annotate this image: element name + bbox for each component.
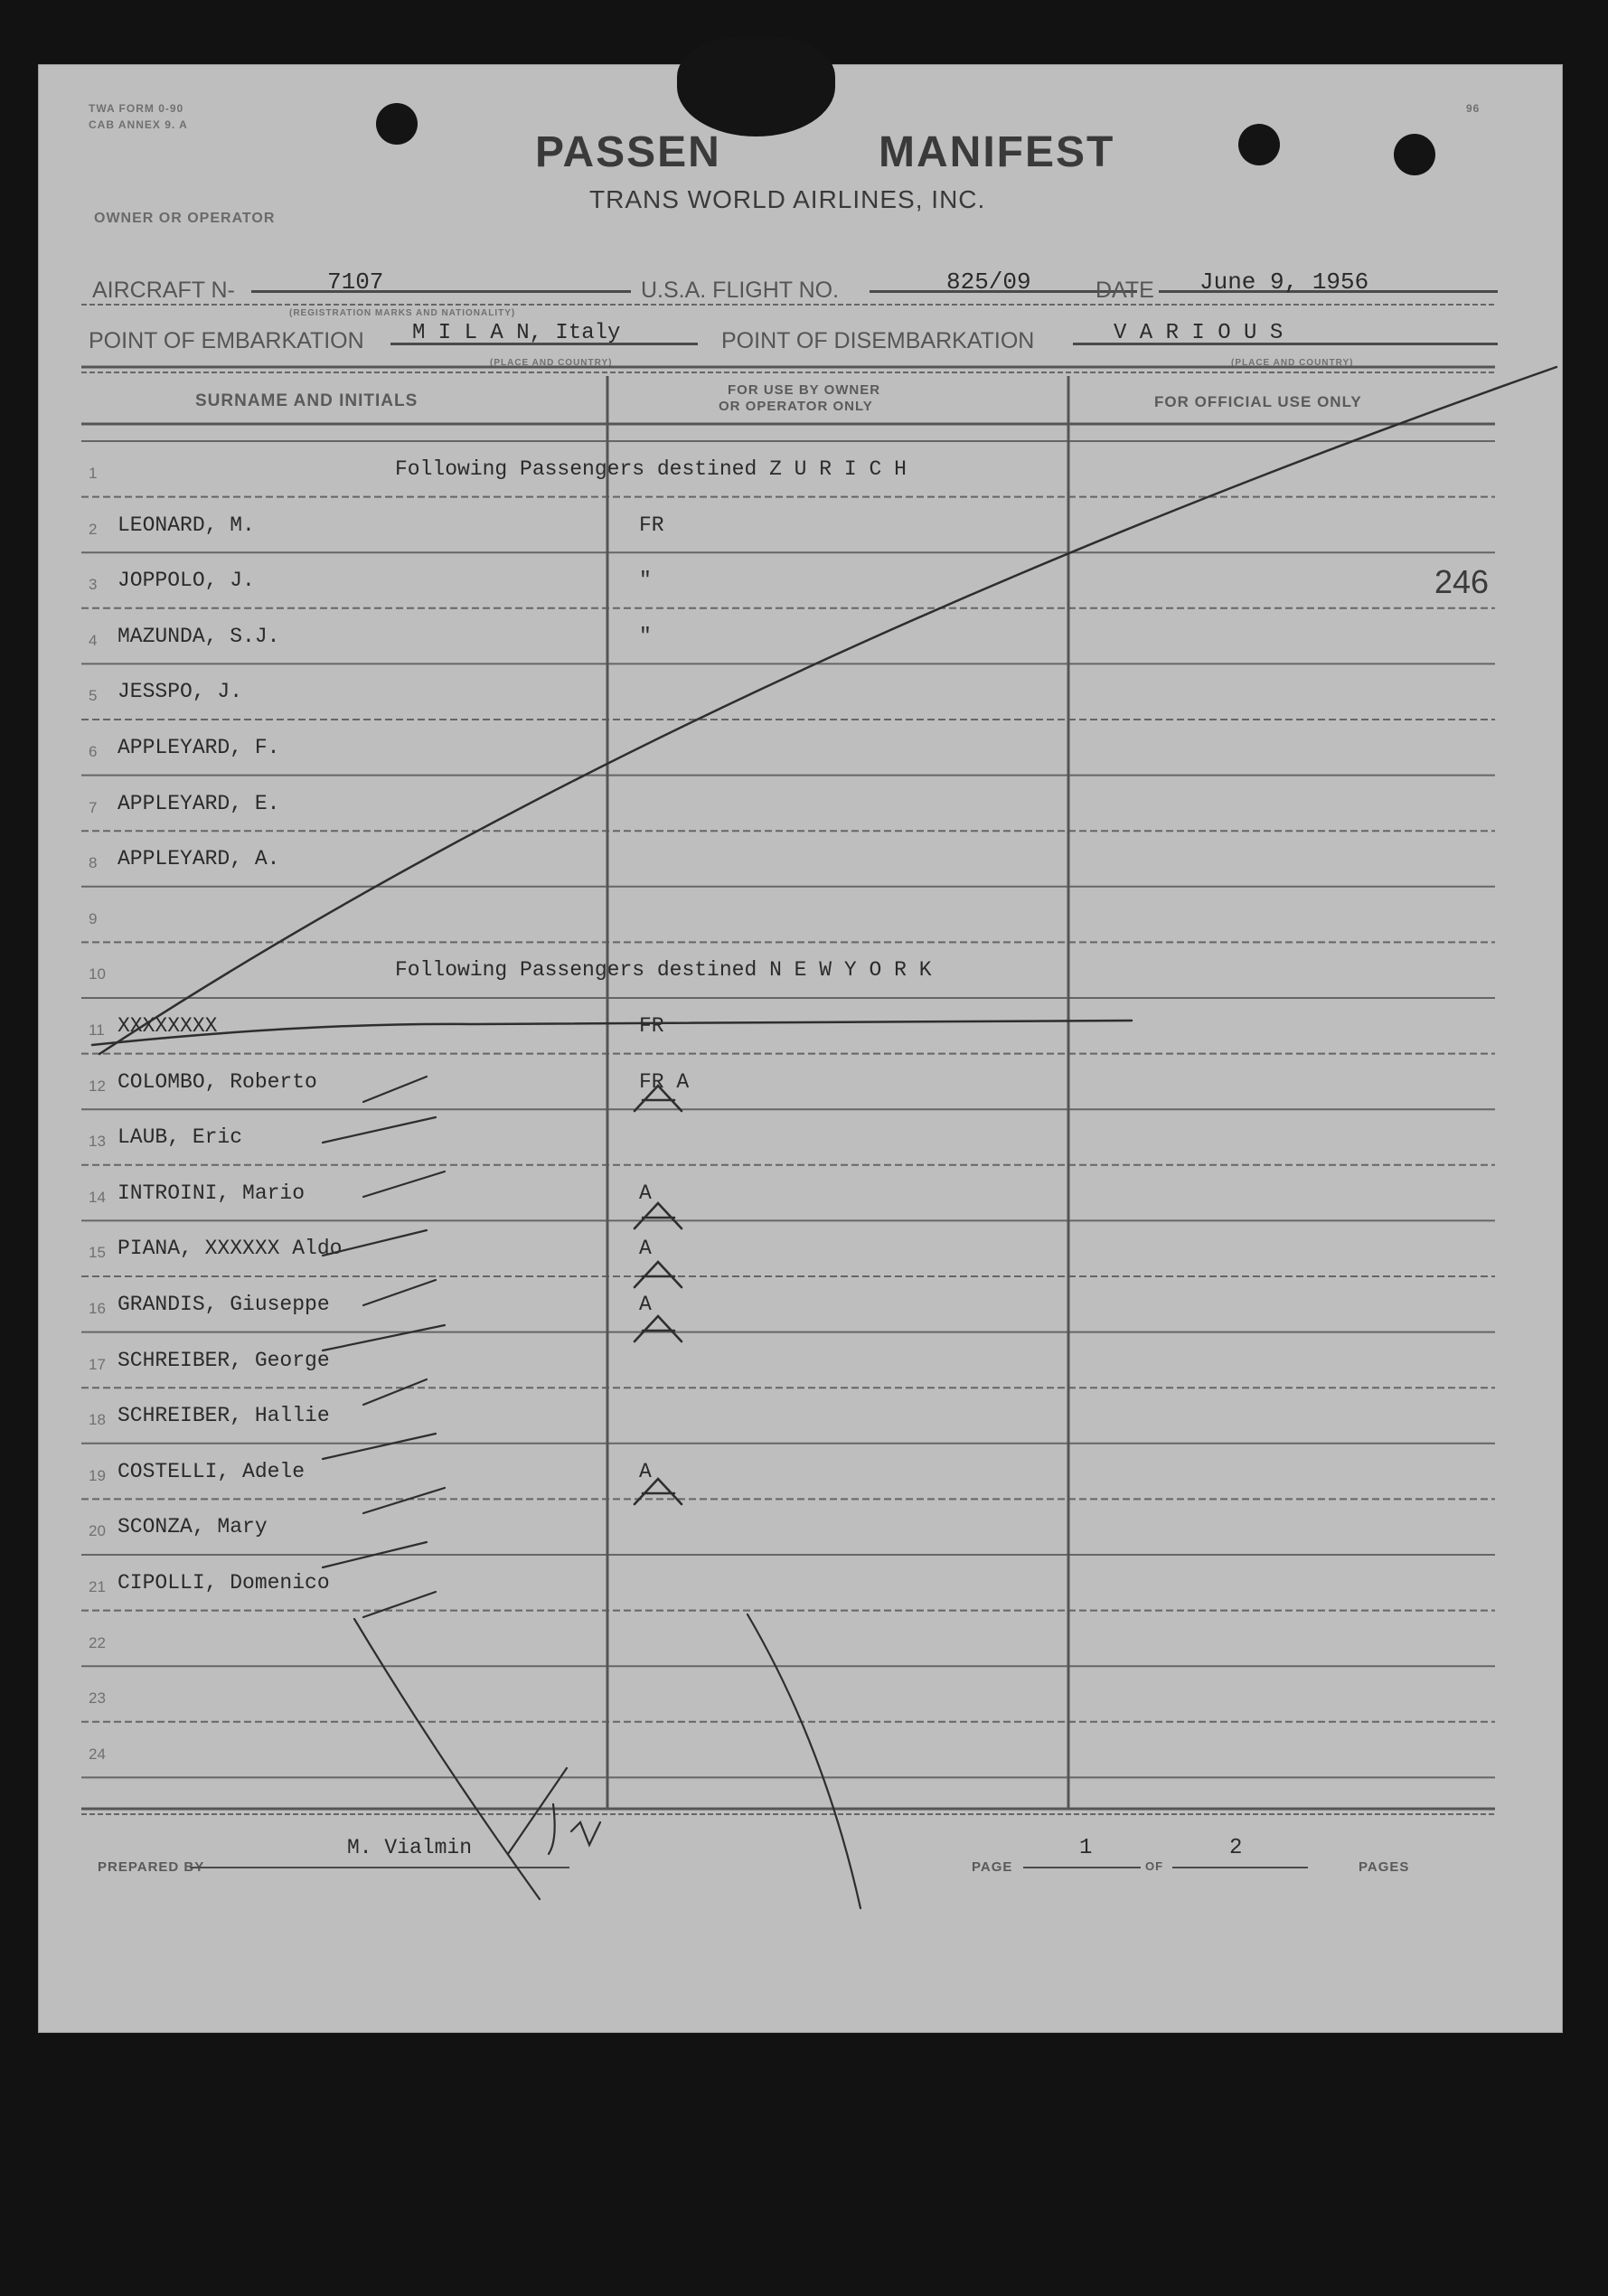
- owner-mark: FR A: [639, 1069, 690, 1094]
- row-number: 24: [89, 1745, 106, 1763]
- row-number: 15: [89, 1244, 106, 1262]
- official-note: 246: [1434, 563, 1490, 601]
- row-number: 11: [89, 1021, 105, 1039]
- prepared-label: PREPARED BY: [98, 1859, 205, 1875]
- tick-mark: [363, 1592, 436, 1617]
- row-number: 2: [89, 520, 98, 538]
- destination-heading: Following Passengers destined Z U R I C H: [395, 457, 907, 481]
- column-owner-2: OR OPERATOR ONLY: [719, 399, 873, 414]
- column-official: FOR OFFICIAL USE ONLY: [1154, 393, 1362, 410]
- row-number: 3: [89, 576, 98, 594]
- row-number: 17: [89, 1355, 106, 1373]
- tick-mark: [323, 1434, 436, 1459]
- passenger-name: LAUB, Eric: [118, 1125, 243, 1150]
- pages-label: PAGES: [1359, 1859, 1410, 1875]
- passenger-name: XXXXXXXX: [118, 1014, 218, 1038]
- prepared-value: M. Vialmin: [347, 1836, 473, 1859]
- row-number: 14: [89, 1188, 106, 1206]
- passenger-name: JESSPO, J.: [118, 680, 243, 704]
- row-number: 18: [89, 1411, 106, 1429]
- owner-mark: A: [639, 1181, 652, 1205]
- passenger-name: SCHREIBER, George: [118, 1348, 330, 1372]
- row-number: 19: [89, 1466, 106, 1484]
- row-number: 4: [89, 631, 98, 649]
- strike-through: [92, 1021, 1132, 1045]
- tick-mark: [323, 1117, 436, 1143]
- passenger-name: INTROINI, Mario: [118, 1181, 306, 1205]
- form-number: TWA FORM 0-90: [89, 102, 184, 115]
- page-label: PAGE: [972, 1859, 1013, 1875]
- owner-mark: FR: [639, 513, 664, 537]
- row-number: 21: [89, 1578, 106, 1595]
- row-number: 9: [89, 909, 98, 927]
- tick-mark: [363, 1379, 427, 1405]
- title-left: PASSEN: [535, 128, 721, 176]
- row-number: 7: [89, 798, 98, 816]
- passenger-name: MAZUNDA, S.J.: [118, 624, 280, 648]
- row-number: 5: [89, 687, 98, 705]
- row-number: 22: [89, 1633, 106, 1651]
- flight-label: U.S.A. FLIGHT NO.: [641, 278, 840, 303]
- handwritten-a: [635, 1203, 682, 1228]
- passenger-name: COSTELLI, Adele: [118, 1459, 306, 1483]
- passenger-name: APPLEYARD, F.: [118, 736, 280, 759]
- corner-code: 96: [1466, 102, 1481, 115]
- pen-stroke: [354, 1619, 540, 1899]
- signature-initials: [508, 1768, 600, 1854]
- row-number: 12: [89, 1077, 106, 1095]
- page-value: 1: [1079, 1836, 1093, 1860]
- of-label: OF: [1145, 1859, 1164, 1873]
- passenger-name: CIPOLLI, Domenico: [118, 1571, 330, 1595]
- manifest-sheet: [38, 64, 1563, 2033]
- disembark-value: V A R I O U S: [1114, 321, 1284, 345]
- embark-value: M I L A N, Italy: [412, 321, 621, 345]
- tick-mark: [323, 1325, 445, 1350]
- tick-mark: [323, 1230, 427, 1256]
- owner-mark: FR: [639, 1014, 664, 1038]
- date-value: June 9, 1956: [1199, 268, 1369, 296]
- destination-heading: Following Passengers destined N E W Y O R K: [395, 958, 932, 983]
- row-number: 23: [89, 1689, 106, 1708]
- aircraft-caption: (REGISTRATION MARKS AND NATIONALITY): [289, 308, 516, 318]
- row-number: 13: [89, 1133, 106, 1151]
- disembark-caption: (PLACE AND COUNTRY): [1231, 358, 1354, 368]
- date-label: DATE: [1096, 278, 1154, 303]
- owner-mark: ": [639, 569, 652, 593]
- embark-caption: (PLACE AND COUNTRY): [490, 358, 613, 368]
- row-number: 16: [89, 1300, 106, 1317]
- tick-mark: [363, 1280, 436, 1305]
- of-value: 2: [1229, 1836, 1243, 1860]
- aircraft-value: 7107: [327, 268, 384, 296]
- passenger-name: PIANA, XXXXXX Aldo: [118, 1237, 343, 1261]
- passenger-name: SCONZA, Mary: [118, 1515, 268, 1539]
- passenger-name: SCHREIBER, Hallie: [118, 1404, 330, 1428]
- row-number: 1: [89, 465, 98, 482]
- column-owner-1: FOR USE BY OWNER: [728, 382, 881, 398]
- owner-mark: A: [639, 1237, 652, 1261]
- passenger-name: APPLEYARD, E.: [118, 791, 280, 815]
- handwritten-a: [635, 1086, 682, 1111]
- row-number: 8: [89, 854, 98, 872]
- tick-mark: [363, 1172, 445, 1197]
- passenger-name: COLOMBO, Roberto: [118, 1069, 317, 1094]
- column-surname: SURNAME AND INITIALS: [195, 391, 418, 410]
- form-regulation: CAB ANNEX 9. A: [89, 118, 188, 131]
- pen-stroke: [748, 1614, 860, 1908]
- row-number: 6: [89, 743, 98, 760]
- handwritten-a: [635, 1479, 682, 1504]
- owner-mark: A: [639, 1459, 652, 1483]
- embark-label: POINT OF EMBARKATION: [89, 328, 364, 353]
- aircraft-label: AIRCRAFT N-: [92, 278, 235, 303]
- owner-mark: ": [639, 624, 652, 648]
- diagonal-strike: [99, 367, 1556, 1054]
- owner-mark: A: [639, 1293, 652, 1316]
- airline-name: TRANS WORLD AIRLINES, INC.: [589, 185, 986, 213]
- passenger-name: JOPPOLO, J.: [118, 569, 255, 593]
- row-number: 20: [89, 1522, 106, 1540]
- form-lines: [38, 64, 1563, 2033]
- passenger-name: GRANDIS, Giuseppe: [118, 1293, 330, 1316]
- row-number: 10: [89, 965, 106, 983]
- tick-mark: [363, 1077, 427, 1102]
- tick-mark: [363, 1488, 445, 1513]
- owner-label: OWNER OR OPERATOR: [94, 211, 276, 226]
- disembark-label: POINT OF DISEMBARKATION: [721, 328, 1035, 353]
- handwritten-a: [635, 1316, 682, 1341]
- passenger-name: LEONARD, M.: [118, 513, 255, 537]
- passenger-name: APPLEYARD, A.: [118, 847, 280, 871]
- title-right: MANIFEST: [879, 128, 1115, 176]
- handwritten-a: [635, 1262, 682, 1287]
- flight-value: 825/09: [946, 268, 1031, 296]
